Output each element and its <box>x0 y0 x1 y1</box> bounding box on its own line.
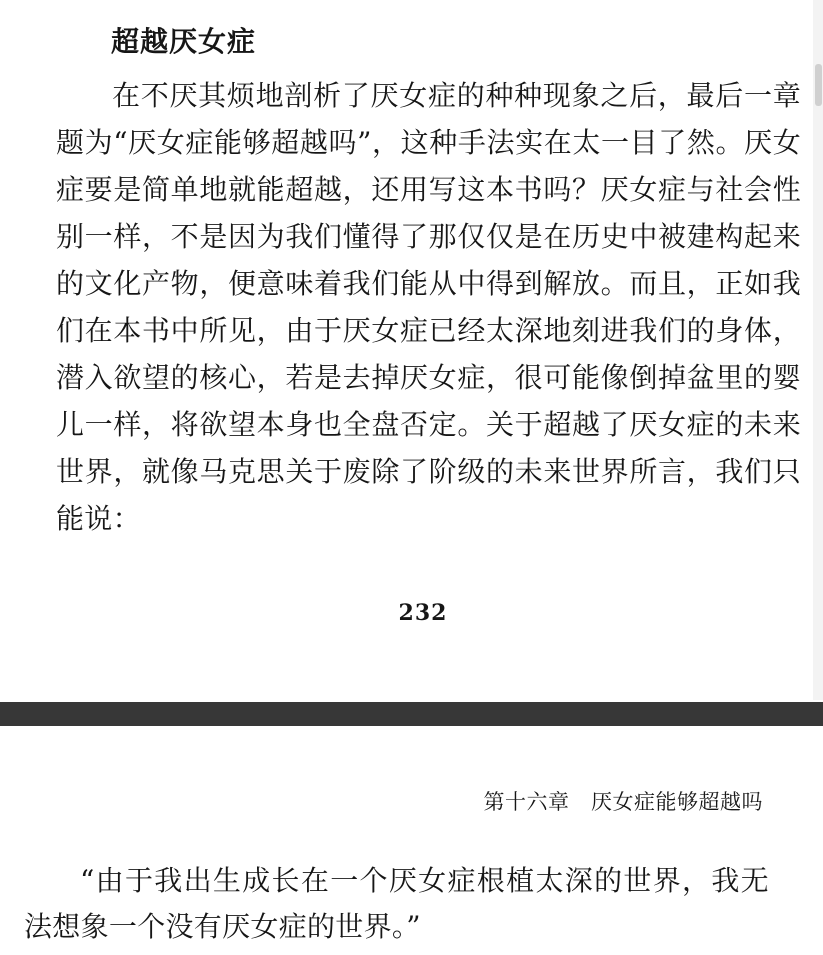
next-page <box>0 726 823 955</box>
section-title: 超越厌女症 <box>111 25 257 58</box>
quote-paragraph: “由于我出生成长在一个厌女症根植太深的世界，我无法想象一个没有厌女症的世界。” <box>24 864 769 943</box>
page-number: 232 <box>398 600 448 626</box>
page-separator <box>0 702 823 726</box>
body-paragraph: 在不厌其烦地剖析了厌女症的种种现象之后，最后一章题为“厌女症能够超越吗”，这种手法实在太一目了然。厌女症要是简单地就能超越，还用写这本书吗？厌女症与社会性别一样，不是因为我们懂得了那仅仅是在历史中被建构起来的文化产物，便意味着我们能从中得到解放。而且，正如我们在本书中所见，由于厌女症已经太深地刻进我们的身体，潜入欲望的核心，若是去掉厌女症，很可能像倒掉盆里的婴儿一样，将欲望本身也全盘否定。关于超越了厌女症的未来世界，就像马克思关于废除了阶级的未来世界所言，我们只能说： <box>56 79 801 535</box>
scrollbar[interactable] <box>813 0 823 700</box>
scrollbar-thumb[interactable] <box>815 64 822 106</box>
chapter-running-head: 第十六章 厌女症能够超越吗 <box>483 790 763 814</box>
